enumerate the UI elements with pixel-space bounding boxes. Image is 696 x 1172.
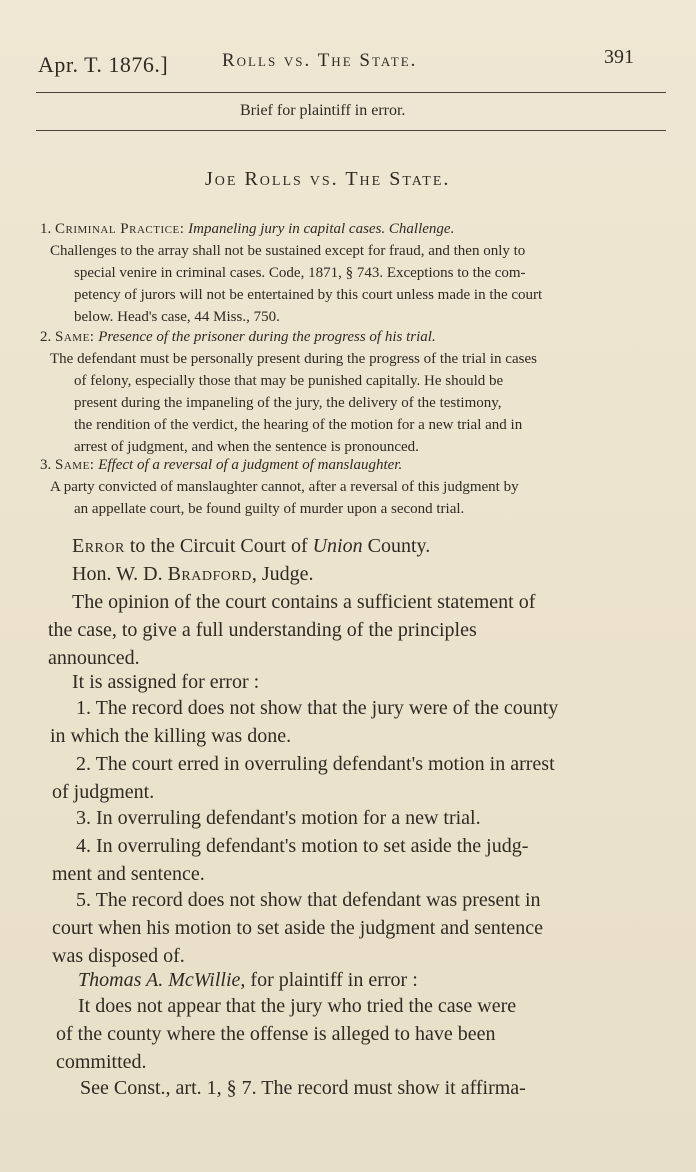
headnote-line: the rendition of the verdict, the hearing of the motion for a new trial and in xyxy=(74,417,523,433)
headnote-topic: Effect of a reversal of a judgment of manslaughter. xyxy=(98,457,403,473)
headnote-3-heading xyxy=(40,454,402,476)
counsel-line xyxy=(78,966,418,994)
error-line xyxy=(72,532,430,560)
county-name: Union xyxy=(312,535,363,557)
error-item: of judgment. xyxy=(52,781,155,803)
error-item: in which the killing was done. xyxy=(50,725,292,747)
headnote-line: The defendant must be personally present during the progress of the trial in cases xyxy=(50,351,537,367)
argument-line: See Const., art. 1, § 7. The record must show it affirma- xyxy=(80,1077,526,1099)
headnote-topic: Impaneling jury in capital cases. Challenge. xyxy=(188,221,455,237)
counsel-name: Thomas A. McWillie xyxy=(78,969,241,991)
headnote-line: below. Head's case, 44 Miss., 750. xyxy=(74,309,280,325)
brief-rule xyxy=(36,130,666,131)
headnote-head: Criminal Practice: xyxy=(55,221,185,237)
body-line: The opinion of the court contains a sufficient statement of xyxy=(72,591,536,613)
error-item: 4. In overruling defendant's motion to set aside the judg- xyxy=(76,835,529,857)
error-item: 1. The record does not show that the jury were of the county xyxy=(76,697,559,719)
error-item: ment and sentence. xyxy=(52,863,205,885)
error-word: Error xyxy=(72,535,125,557)
error-item: 3. In overruling defendant's motion for a new trial. xyxy=(76,807,481,829)
headnote-head: Same: xyxy=(55,457,95,473)
assigned-line: It is assigned for error : xyxy=(72,671,260,693)
headnote-line: arrest of judgment, and when the sentence is pronounced. xyxy=(74,439,419,455)
argument-line: of the county where the offense is alleged to have been xyxy=(56,1023,496,1045)
argument-line: It does not appear that the jury who tried the case were xyxy=(78,995,517,1017)
top-rule xyxy=(36,92,666,93)
headnote-head: Same: xyxy=(55,329,95,345)
judge-name: Bradford xyxy=(167,563,252,585)
headnote-line: A party convicted of manslaughter cannot, after a reversal of this judgment by xyxy=(50,479,519,495)
brief-label: Brief for plaintiff in error. xyxy=(240,102,406,119)
judge-line xyxy=(72,560,314,588)
headnote-line: Challenges to the array shall not be sustained except for fraud, and then only to xyxy=(50,243,526,259)
error-item: was disposed of. xyxy=(52,945,185,967)
headnote-line: present during the impaneling of the jury, the delivery of the testimony, xyxy=(74,395,502,411)
body-line: the case, to give a full understanding of the principles xyxy=(48,619,477,641)
judge-prefix: Hon. W. D. xyxy=(72,563,168,585)
headnote-line: an appellate court, be found guilty of murder upon a second trial. xyxy=(74,501,465,517)
headnote-number: 2. xyxy=(40,329,52,345)
running-head-term: Apr. T. 1876.] xyxy=(38,52,169,77)
error-item: court when his motion to set aside the judgment and sentence xyxy=(52,917,543,939)
page-number: 391 xyxy=(604,46,634,68)
error-text: to the Circuit Court of xyxy=(124,535,313,557)
argument-line: committed. xyxy=(56,1051,147,1073)
county-suffix: County. xyxy=(362,535,431,557)
body-line: announced. xyxy=(48,647,140,669)
running-head-title: Rolls vs. The State. xyxy=(222,50,418,71)
headnote-line: special venire in criminal cases. Code, 1871, § 743. Exceptions to the com- xyxy=(74,265,526,281)
headnote-number: 3. xyxy=(40,457,52,473)
counsel-rest: , for plaintiff in error : xyxy=(240,969,418,991)
headnote-line: of felony, especially those that may be punished capitally. He should be xyxy=(74,373,504,389)
headnote-2-heading xyxy=(40,326,436,348)
headnote-1-heading xyxy=(40,218,454,240)
headnote-number: 1. xyxy=(40,221,52,237)
error-item: 2. The court erred in overruling defendant's motion in arrest xyxy=(76,753,555,775)
case-title: Joe Rolls vs. The State. xyxy=(205,168,451,190)
judge-suffix: , Judge. xyxy=(251,563,314,585)
headnote-topic: Presence of the prisoner during the progress of his trial. xyxy=(98,329,436,345)
headnote-line: petency of jurors will not be entertained by this court unless made in the court xyxy=(74,287,543,303)
error-item: 5. The record does not show that defendant was present in xyxy=(76,889,541,911)
